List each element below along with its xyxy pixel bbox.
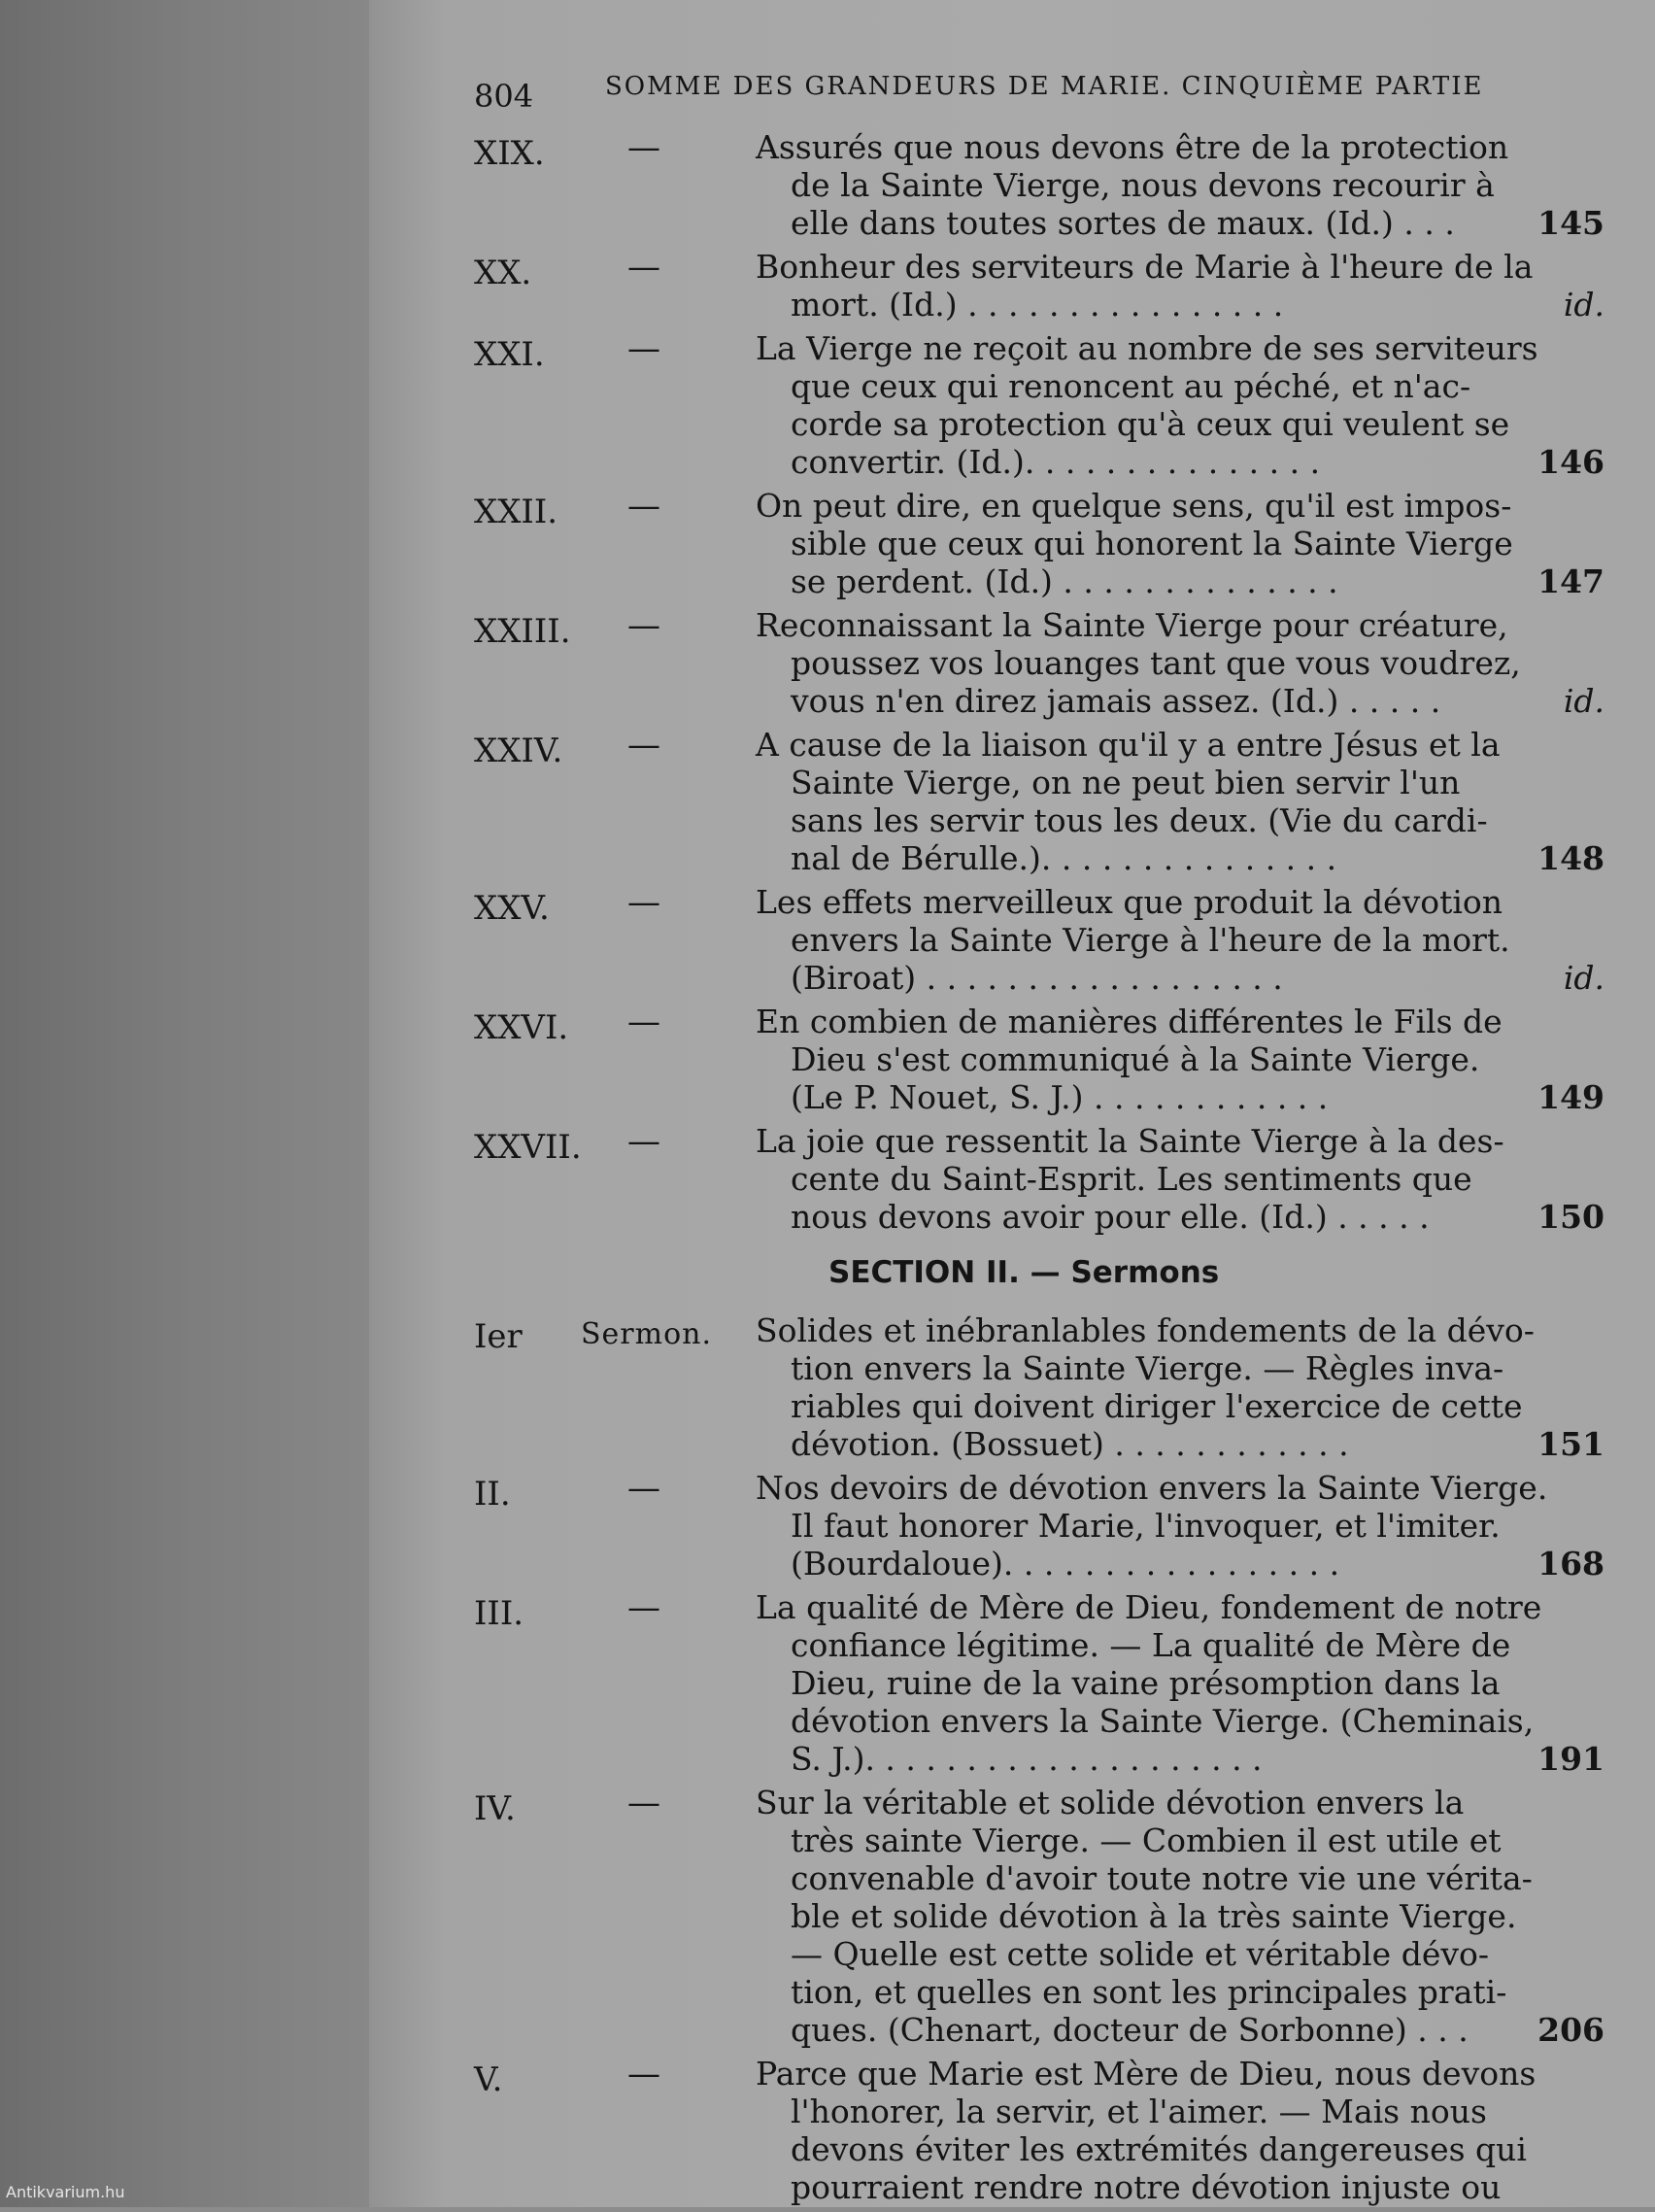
entry-line: La joie que ressentit la Sainte Vierge à la des- <box>756 1122 1504 1160</box>
entry-text <box>756 1122 1604 1236</box>
toc-entry <box>474 1784 1604 2049</box>
entry-line: En combien de manières différentes le Fils de <box>756 1003 1503 1040</box>
entry-line: Dieu s'est communiqué à la Sainte Vierge. <box>791 1040 1480 1078</box>
toc-entry <box>474 1469 1604 1582</box>
toc-entry <box>474 1122 1604 1236</box>
entry-line: convertir. (Id.). . . . . . . . . . . . . . . 146 <box>791 443 1604 481</box>
page-number: 804 <box>474 78 534 115</box>
entry-number: XXI. <box>474 335 545 374</box>
entry-page-ref: 168 <box>1537 1545 1604 1582</box>
entry-page-ref: id. <box>1563 286 1604 323</box>
entry-page-ref: 191 <box>1537 1740 1604 1778</box>
entry-number: III. <box>474 1594 524 1633</box>
entry-dash: — <box>627 248 660 287</box>
entry-number: XXVII. <box>474 1128 582 1167</box>
entry-page-ref: 150 <box>1537 1198 1604 1236</box>
entry-text <box>756 1003 1604 1116</box>
entry-number: II. <box>474 1475 511 1514</box>
entry-line: elle dans toutes sortes de maux. (Id.) . . . 145 <box>791 204 1604 242</box>
entry-line: tion envers la Sainte Vierge. — Règles inva- <box>791 1349 1504 1387</box>
entry-line: l'honorer, la servir, et l'aimer. — Mais nous <box>791 2093 1487 2130</box>
entry-line: que ceux qui renoncent au péché, et n'ac- <box>791 367 1471 405</box>
entry-line: envers la Sainte Vierge à l'heure de la mort. <box>791 921 1510 959</box>
entries-list-a <box>474 128 1604 1236</box>
entries-list-b <box>474 1311 1604 2206</box>
entry-number: XXVI. <box>474 1008 569 1047</box>
entry-line: corde sa protection qu'à ceux qui veulent se <box>791 405 1510 443</box>
entry-line: Il faut honorer Marie, l'invoquer, et l'imiter. <box>791 1507 1501 1545</box>
entry-line: Les effets merveilleux que produit la dévotion <box>756 883 1503 921</box>
entry-text <box>756 883 1604 997</box>
entry-line: très sainte Vierge. — Combien il est utile et <box>791 1821 1502 1859</box>
entry-line: ques. (Chenart, docteur de Sorbonne) . . . 206 <box>791 2011 1604 2049</box>
entry-line: sible que ceux qui honorent la Sainte Vierge <box>791 525 1513 562</box>
entry-line: riables qui doivent diriger l'exercice de cette <box>791 1387 1523 1425</box>
toc-entry <box>474 329 1604 481</box>
entry-line: (Biroat) . . . . . . . . . . . . . . . . . . id. <box>791 959 1604 997</box>
toc-entry <box>474 883 1604 997</box>
book-gutter <box>0 0 408 2207</box>
entry-page-ref: 151 <box>1537 1425 1604 1463</box>
entry-line: se perdent. (Id.) . . . . . . . . . . . . . . 147 <box>791 562 1604 600</box>
entry-line: dévotion. (Bossuet) . . . . . . . . . . . . 151 <box>791 1425 1604 1463</box>
section-heading: SECTION II. — Sermons <box>828 1255 1220 1290</box>
entry-text <box>756 1588 1604 1778</box>
page-header <box>474 68 1581 117</box>
entry-line: La Vierge ne reçoit au nombre de ses serviteurs <box>756 329 1538 367</box>
entry-line: ble et solide dévotion à la très sainte Vierge. <box>791 1897 1517 1935</box>
entry-line: dévotion envers la Sainte Vierge. (Cheminais, <box>791 1702 1535 1740</box>
toc-entry <box>474 2055 1581 2206</box>
entry-text <box>756 128 1604 242</box>
entry-line: Solides et inébranlables fondements de la dévo- <box>756 1311 1535 1349</box>
toc-entry <box>474 1311 1604 1463</box>
entry-dash: — <box>627 726 660 765</box>
entry-number: V. <box>474 2060 503 2099</box>
entry-page-ref: 146 <box>1537 443 1604 481</box>
entry-line: nal de Bérulle.). . . . . . . . . . . . . . . 148 <box>791 839 1604 877</box>
table-of-contents <box>474 128 1604 2212</box>
entry-dash: — <box>627 128 660 167</box>
entry-line: On peut dire, en quelque sens, qu'il est impos- <box>756 487 1512 525</box>
entry-dash: — <box>627 329 660 368</box>
entry-line: convenable d'avoir toute notre vie une vérita- <box>791 1859 1533 1897</box>
entry-dash: — <box>627 2055 660 2093</box>
entry-dash: — <box>627 487 660 526</box>
entry-line: Assurés que nous devons être de la protection <box>756 128 1509 166</box>
entry-number: XXIII. <box>474 612 571 651</box>
entry-number: XXII. <box>474 493 558 531</box>
toc-entry <box>474 128 1604 242</box>
entry-line: Parce que Marie est Mère de Dieu, nous devons <box>756 2055 1537 2093</box>
entry-number: Ier <box>474 1317 523 1356</box>
entry-dash: — <box>627 1588 660 1627</box>
entry-line: Reconnaissant la Sainte Vierge pour créature, <box>756 606 1508 644</box>
entry-line: mort. (Id.) . . . . . . . . . . . . . . . . id. <box>791 286 1604 323</box>
entry-dash: — <box>627 1122 660 1161</box>
entry-line: La qualité de Mère de Dieu, fondement de notre <box>756 1588 1542 1626</box>
entry-line: sans les servir tous les deux. (Vie du cardi- <box>791 801 1488 839</box>
entry-line: de la Sainte Vierge, nous devons recourir à <box>791 166 1495 204</box>
entry-line: S. J.). . . . . . . . . . . . . . . . . . . . 191 <box>791 1740 1604 1778</box>
running-head: SOMME DES GRANDEURS DE MARIE. CINQUIÈME PARTIE <box>605 72 1484 101</box>
entry-line: Nos devoirs de dévotion envers la Sainte Vierge. <box>756 1469 1548 1507</box>
toc-entry <box>474 248 1604 323</box>
entry-line: Sainte Vierge, on ne peut bien servir l'un <box>791 764 1461 801</box>
entry-line: Dieu, ruine de la vaine présomption dans la <box>791 1664 1501 1702</box>
entry-text <box>756 1311 1604 1463</box>
entry-page-ref: 147 <box>1537 562 1604 600</box>
entry-dash: — <box>627 1469 660 1508</box>
entry-page-ref: 149 <box>1537 1078 1604 1116</box>
entry-line: Sur la véritable et solide dévotion envers la <box>756 1784 1465 1821</box>
entry-dash: — <box>627 606 660 645</box>
entry-number: XXV. <box>474 889 550 928</box>
entry-line: cente du Saint-Esprit. Les sentiments que <box>791 1160 1472 1198</box>
entry-line: Bonheur des serviteurs de Marie à l'heure de la <box>756 248 1534 286</box>
entry-line: — Quelle est cette solide et véritable dévo- <box>791 1935 1490 1973</box>
entry-number: XX. <box>474 254 532 292</box>
toc-entry <box>474 487 1604 600</box>
entry-page-ref: id. <box>1563 682 1604 720</box>
entry-dash: — <box>627 1003 660 1041</box>
entry-line: pourraient rendre notre dévotion injuste ou <box>791 2168 1502 2206</box>
entry-line: (Bourdaloue). . . . . . . . . . . . . . . . . 168 <box>791 1545 1604 1582</box>
entry-page-ref: 145 <box>1537 204 1604 242</box>
entry-text <box>756 2055 1554 2206</box>
entry-text <box>756 1469 1604 1582</box>
entry-text <box>756 606 1604 720</box>
entry-text <box>756 248 1604 323</box>
toc-entry <box>474 606 1604 720</box>
entry-number: IV. <box>474 1789 516 1828</box>
entry-number: XXIV. <box>474 732 563 770</box>
entry-text <box>756 329 1604 481</box>
entry-dash: — <box>627 883 660 922</box>
entry-line: nous devons avoir pour elle. (Id.) . . . . . 150 <box>791 1198 1604 1236</box>
entry-line: A cause de la liaison qu'il y a entre Jésus et la <box>756 726 1501 764</box>
entry-number: XIX. <box>474 134 545 173</box>
entry-page-ref: 206 <box>1537 2011 1604 2049</box>
entry-line: vous n'en direz jamais assez. (Id.) . . . . . id. <box>791 682 1604 720</box>
entry-label: Sermon. <box>581 1317 713 1351</box>
entry-text <box>756 487 1604 600</box>
entry-dash: — <box>627 1784 660 1822</box>
entry-text <box>756 1784 1604 2049</box>
entry-text <box>756 726 1604 877</box>
entry-page-ref: id. <box>1563 959 1604 997</box>
toc-entry <box>474 1588 1604 1778</box>
toc-entry <box>474 726 1604 877</box>
entry-line: devons éviter les extrémités dangereuses qui <box>791 2130 1527 2168</box>
entry-line: tion, et quelles en sont les principales prati- <box>791 1973 1507 2011</box>
entry-line: confiance légitime. — La qualité de Mère de <box>791 1626 1511 1664</box>
entry-page-ref: 148 <box>1537 839 1604 877</box>
entry-line: poussez vos louanges tant que vous voudrez, <box>791 644 1521 682</box>
entry-line: (Le P. Nouet, S. J.) . . . . . . . . . . . . 149 <box>791 1078 1604 1116</box>
watermark: Antikvarium.hu <box>6 2183 125 2201</box>
toc-entry <box>474 1003 1604 1116</box>
